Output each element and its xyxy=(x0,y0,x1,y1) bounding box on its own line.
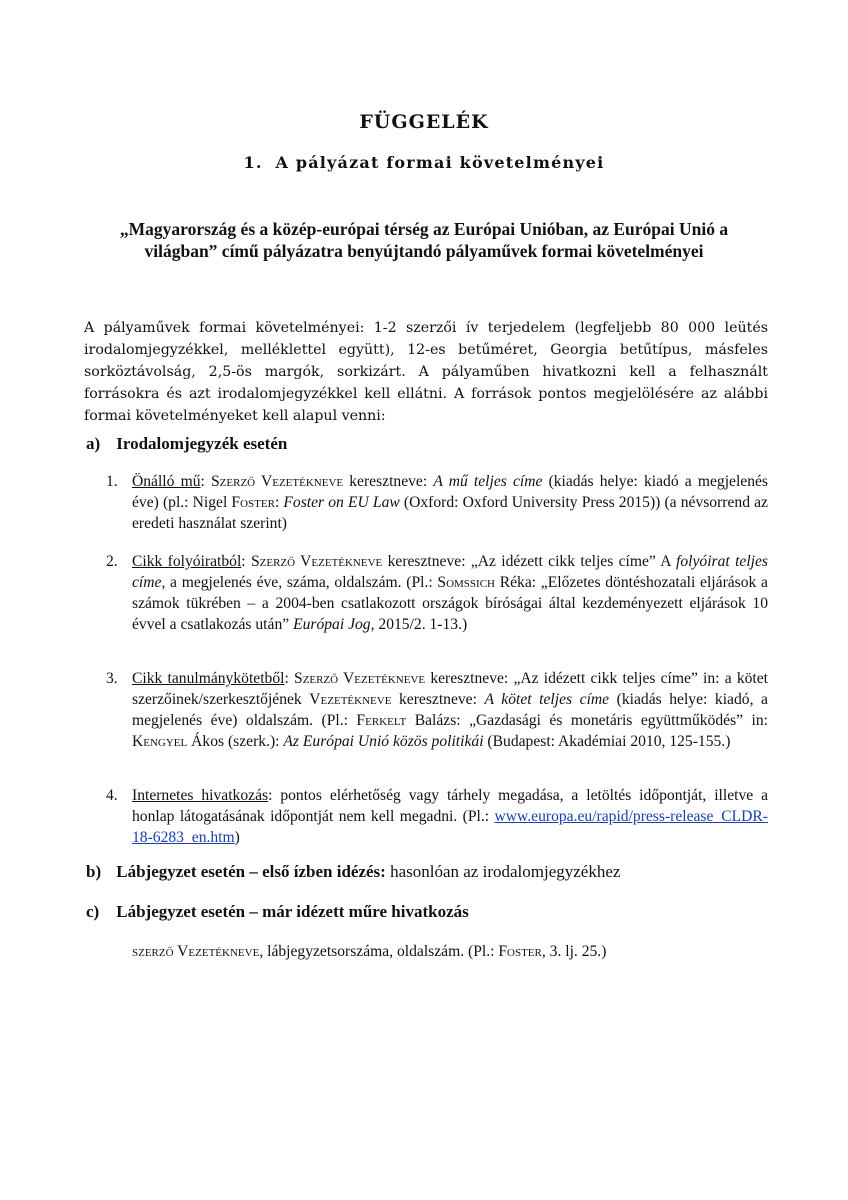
list-item xyxy=(106,551,768,635)
author-placeholder: Szerző Vezetékneve xyxy=(293,670,426,687)
page-title: FÜGGELÉK xyxy=(359,111,489,133)
item-text: keresztneve: „Az idézett cikk teljes címe” in: a kötet szerzőinek/szerkesztőjének xyxy=(132,670,769,708)
item-kind: Önálló mű xyxy=(132,473,201,490)
item-number: 3. xyxy=(106,670,118,687)
section-a-title: Irodalomjegyzék esetén xyxy=(116,434,288,453)
item-body xyxy=(132,471,768,534)
section-a-heading xyxy=(86,433,287,455)
item-kind: Internetes hivatkozás xyxy=(132,787,269,804)
list-item xyxy=(106,785,768,848)
author-name: Foster xyxy=(498,943,542,960)
item-text: Balázs: „Gazdasági és monetáris együttműködés” in: xyxy=(406,712,768,729)
item-text: , a megjelenés éve, száma, oldalszám. (Pl.: xyxy=(161,574,438,591)
section-c-label: c) xyxy=(86,902,100,921)
item-italic: Foster on EU Law xyxy=(283,494,400,511)
section-c-heading xyxy=(86,901,469,923)
item-number: 1. xyxy=(106,473,118,490)
item-text: : xyxy=(241,553,251,570)
item-text: : xyxy=(274,494,284,511)
section-subtitle xyxy=(0,153,848,172)
footnote-example xyxy=(132,941,606,962)
example-url-link[interactable]: www.europa.eu/rapid/press-release_CLDR-18-6283_en.htm xyxy=(132,808,768,846)
item-italic: A kötet teljes címe xyxy=(484,691,610,708)
section-b-heading xyxy=(86,861,620,883)
author-name: Foster xyxy=(231,494,275,511)
item-text: (kiadás helye: kiadó, a megjelenés éve) oldalszám. (Pl.: xyxy=(132,691,768,729)
item-text: , lábjegyzetsorszáma, oldalszám. (Pl.: xyxy=(259,943,499,960)
list-item xyxy=(106,471,768,534)
item-text: pontos elérhetőség vagy tárhely megadása, a letöltés időpontját, illetve a honlap látogatásának időpontját nem kell megadni. (Pl.: xyxy=(132,787,769,825)
competition-heading: „Magyarország és a közép-európai térség az Európai Unióban, az Európai Unió a világban” című pályázatra benyújtandó pályaművek formai követelményei xyxy=(119,219,729,261)
item-text: keresztneve: xyxy=(391,691,485,708)
item-text: Réka: „Előzetes döntéshozatali eljárások a számok tükrében – a 2004-ben csatlakozott országok bíróságai által kezdeményezett eljárások 10 évvel a csatlakozás után” xyxy=(132,574,768,633)
item-italic: A mű teljes címe xyxy=(433,473,543,490)
section-a-label: a) xyxy=(86,434,101,453)
item-text: keresztneve: xyxy=(343,473,434,490)
item-text: (kiadás helye: kiadó a megjelenés éve) (pl.: Nigel xyxy=(132,473,768,511)
intro-paragraph: A pályaművek formai követelményei: 1-2 szerzői ív terjedelem (legfeljebb 80 000 leütés irodalomjegyzékkel, melléklettel együtt), 12-es betűméret, Georgia betűtípus, másfeles sorköztávolság, 2,5-ös margók, sorkizárt. A pályaműben hivatkozni kell a felhasznált forrásokra és azt irodalomjegyzékkel kell ellátni. A források pontos megjelölésére az alábbi formai követelményeket kell alapul venni: xyxy=(84,320,768,424)
item-kind: Cikk tanulmánykötetből xyxy=(132,670,285,687)
item-text: , 3. lj. 25.) xyxy=(541,943,607,960)
item-body xyxy=(132,668,768,752)
item-text: keresztneve: „Az idézett cikk teljes címe” A xyxy=(382,553,677,570)
section-b-label: b) xyxy=(86,862,102,881)
subtitle-number: 1. xyxy=(243,153,263,172)
item-italic: Az Európai Unió közös politikái xyxy=(283,733,484,750)
item-body xyxy=(132,551,768,635)
item-text: (Oxford: Oxford University Press 2015)) (a névsorrend az eredeti használat szerint) xyxy=(132,494,768,532)
item-kind: Cikk folyóiratból xyxy=(132,553,242,570)
item-number: 4. xyxy=(106,787,118,804)
list-item xyxy=(106,668,768,752)
surname-placeholder: Vezetékneve xyxy=(309,691,392,708)
item-text: ) xyxy=(234,829,240,846)
item-text: : xyxy=(284,670,294,687)
section-b-title: Lábjegyzet esetén – első ízben idézés: xyxy=(116,862,386,881)
item-text: Ákos (szerk.): xyxy=(187,733,284,750)
item-italic: Európai Jog xyxy=(293,616,371,633)
item-text: : xyxy=(268,787,281,804)
section-c-title: Lábjegyzet esetén – már idézett műre hivatkozás xyxy=(116,902,469,921)
editor-name: Kengyel xyxy=(132,733,188,750)
item-italic: folyóirat teljes címe xyxy=(132,553,768,591)
item-body xyxy=(132,785,768,848)
author-placeholder: szerző Vezetékneve xyxy=(132,943,260,960)
author-name: Ferkelt xyxy=(356,712,407,729)
item-number: 2. xyxy=(106,553,118,570)
subtitle-text: A pályázat formai követelményei xyxy=(275,153,605,172)
author-name: Somssich xyxy=(437,574,495,591)
author-placeholder: Szerző Vezetékneve xyxy=(211,473,344,490)
item-text: , 2015/2. 1-13.) xyxy=(370,616,468,633)
author-placeholder: Szerző Vezetékneve xyxy=(250,553,383,570)
item-text: : xyxy=(200,473,211,490)
section-b-rest: hasonlóan az irodalomjegyzékhez xyxy=(385,862,621,881)
item-text: (Budapest: Akadémiai 2010, 125-155.) xyxy=(483,733,731,750)
